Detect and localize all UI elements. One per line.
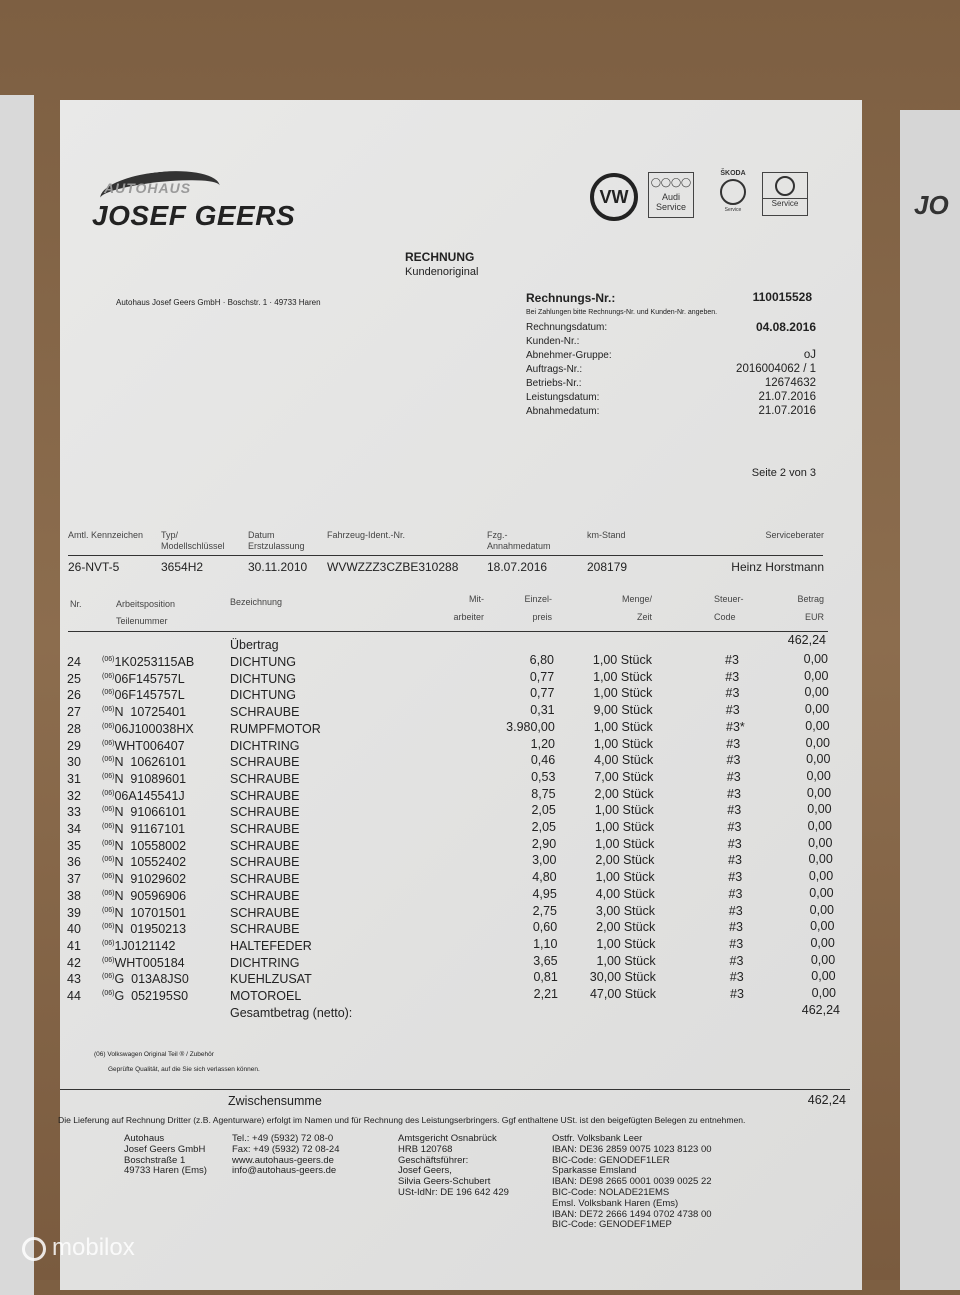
footer-col4-line: IBAN: DE98 2665 0001 0039 0025 22: [552, 1176, 712, 1188]
row-amount: 0,00: [811, 969, 836, 984]
row-qty: 30,00 Stück: [589, 970, 656, 985]
row-tax: #3*: [726, 719, 745, 734]
row-part-number: N 90596906: [114, 888, 187, 903]
divider: [68, 631, 828, 632]
vw-nutzfahrzeuge-logo: [762, 172, 808, 216]
row-tag: (06): [102, 689, 115, 697]
row-part: [102, 972, 189, 986]
watermark-text: mobilox: [52, 1234, 135, 1261]
row-nr: 28: [67, 721, 81, 736]
vw-logo-icon: VW: [590, 173, 638, 221]
row-part-number: WHT005184: [114, 955, 185, 970]
field-label: Auftrags-Nr.:: [526, 364, 583, 375]
row-part-number: N 91089601: [114, 771, 187, 786]
row-part: [102, 839, 186, 853]
vehicle-header: Fahrzeug-Ident.-Nr.: [327, 530, 406, 540]
invoice-page: [60, 100, 862, 1290]
logo-josef-geers: JOSEF GEERS: [92, 200, 296, 231]
row-part: [102, 655, 194, 669]
row-amount: 0,00: [808, 852, 833, 867]
row-amount: 0,00: [810, 935, 835, 950]
row-qty: 2,00 Stück: [594, 786, 654, 801]
row-price: 1,20: [530, 736, 555, 751]
subtotal-label: Zwischensumme: [228, 1094, 322, 1108]
row-tax: #3: [726, 736, 741, 751]
row-tag: (06): [102, 906, 115, 914]
field-label: Rechnungsdatum:: [526, 322, 608, 333]
legend-note: (06) Volkswagen Original Teil ® / Zubehör: [94, 1051, 214, 1058]
row-nr: 35: [67, 838, 81, 853]
footer-col4-line: Ostfr. Volksbank Leer: [552, 1133, 643, 1144]
vehicle-header: Serviceberater: [765, 530, 824, 540]
row-desc: SCHRAUBE: [230, 822, 300, 836]
footer-col4-line: BIC-Code: GENODEF1LER: [552, 1154, 670, 1166]
row-amount: 0,00: [807, 819, 832, 833]
field-value: 12674632: [764, 377, 816, 389]
row-desc: KUEHLZUSAT: [230, 972, 312, 987]
footer-col3-line: Geschäftsführer:: [398, 1154, 469, 1166]
footer-col3-line: USt-IdNr: DE 196 642 429: [398, 1187, 509, 1198]
row-nr: 40: [67, 922, 81, 937]
row-tax: #3: [728, 870, 743, 885]
row-tax: #3: [729, 936, 744, 951]
sender-line: Autohaus Josef Geers GmbH · Boschstr. 1 · 49733 Haren: [116, 298, 321, 307]
payment-note: Bei Zahlungen bitte Rechnungs-Nr. und Kunden-Nr. angeben.: [526, 309, 718, 316]
row-amount: 0,00: [805, 718, 830, 733]
row-part-number: G 013A8JS0: [114, 972, 189, 987]
row-price: 6,80: [529, 653, 554, 667]
row-qty: 2,00 Stück: [596, 920, 656, 935]
row-part-number: N 10725401: [114, 705, 187, 720]
row-desc: SCHRAUBE: [230, 872, 300, 887]
quality-note: Geprüfte Qualität, auf die Sie sich verlassen können.: [108, 1066, 260, 1073]
row-price: 8,75: [531, 786, 556, 801]
row-desc: DICHTRING: [230, 955, 300, 970]
row-amount: 0,00: [806, 785, 832, 800]
row-qty: 47,00 Stück: [589, 987, 656, 1001]
row-qty: 1,00 Stück: [593, 686, 653, 701]
row-qty: 1,00 Stück: [594, 820, 654, 834]
row-amount: 0,00: [810, 919, 835, 934]
field-value: 21.07.2016: [758, 405, 816, 417]
vehicle-value: 3654H2: [161, 560, 204, 574]
row-price: 2,05: [531, 803, 556, 818]
field-value: 21.07.2016: [758, 391, 816, 403]
row-amount: 0,00: [808, 869, 834, 884]
row-part-number: N 10701501: [114, 905, 187, 920]
col-mit1: Mit-: [469, 594, 484, 604]
col-st1: Steuer-: [714, 594, 744, 604]
row-price: 2,75: [532, 903, 557, 918]
vehicle-value: Heinz Horstmann: [731, 560, 824, 574]
col-mit2: arbeiter: [453, 612, 484, 622]
row-price: 3.980,00: [506, 719, 555, 734]
row-tag: (06): [102, 956, 115, 964]
row-qty: 2,00 Stück: [595, 853, 655, 868]
skoda-logo: [710, 170, 756, 220]
row-part: [102, 855, 186, 869]
col-ep1: Einzel-: [524, 594, 552, 604]
col-pos: Arbeitsposition: [116, 599, 176, 609]
vehicle-value: 26-NVT-5: [68, 560, 120, 574]
row-price: 2,90: [531, 836, 557, 851]
row-part-number: N 10558002: [114, 838, 187, 853]
row-tag: (06): [102, 889, 115, 897]
field-label: Abnehmer-Gruppe:: [526, 350, 612, 361]
row-amount: 0,00: [809, 902, 834, 917]
row-amount: 0,00: [805, 735, 830, 750]
row-part-number: 06F145757L: [114, 671, 185, 686]
row-price: 0,31: [530, 703, 555, 718]
row-part: [102, 789, 185, 803]
row-nr: 41: [67, 938, 81, 953]
row-tag: (06): [102, 989, 115, 997]
row-qty: 1,00 Stück: [594, 803, 654, 818]
row-amount: 0,00: [809, 885, 834, 900]
row-qty: 3,00 Stück: [595, 903, 655, 918]
row-tag: (06): [102, 722, 115, 730]
row-desc: DICHTRING: [230, 738, 300, 753]
page-indicator: Seite 2 von 3: [751, 467, 816, 479]
footer-col3-line: Silvia Geers-Schubert: [398, 1176, 491, 1188]
row-qty: 7,00 Stück: [594, 769, 654, 784]
row-qty: 1,00 Stück: [593, 669, 653, 684]
document-title: RECHNUNG: [405, 250, 475, 264]
row-qty: 1,00 Stück: [593, 736, 653, 751]
row-price: 3,65: [533, 953, 558, 968]
row-desc: DICHTUNG: [230, 671, 296, 686]
row-part: [102, 688, 185, 702]
mobilox-logo-icon: [22, 1237, 46, 1261]
row-qty: 1,00 Stück: [595, 870, 655, 885]
footer-col4-line: BIC-Code: GENODEF1MEP: [552, 1219, 672, 1231]
field-value: 2016004062 / 1: [736, 363, 816, 375]
row-tax: #3: [728, 853, 742, 868]
row-nr: 33: [67, 805, 81, 820]
row-price: 3,00: [532, 853, 557, 868]
row-qty: 9,00 Stück: [593, 703, 653, 718]
row-nr: 29: [67, 738, 81, 753]
row-part: [102, 772, 186, 786]
footer-col2-line: Tel.: +49 (5932) 72 08-0: [232, 1133, 334, 1144]
col-part: Teilenummer: [116, 616, 168, 626]
footer-col4-line: IBAN: DE36 2859 0075 1023 8123 00: [552, 1143, 712, 1155]
field-label: Abnahmedatum:: [526, 406, 600, 417]
row-desc: SCHRAUBE: [230, 838, 300, 853]
row-qty: 1,00 Stück: [596, 953, 656, 968]
row-nr: 30: [67, 755, 81, 770]
row-qty: 1,00 Stück: [592, 653, 652, 667]
row-tax: #3: [728, 903, 743, 918]
row-amount: 0,00: [804, 668, 829, 683]
row-part-number: 06J100038HX: [114, 721, 194, 736]
row-part: [102, 889, 186, 903]
row-tag: (06): [102, 655, 115, 663]
row-tax: #3: [725, 669, 740, 684]
row-part: [102, 739, 185, 753]
row-amount: 0,00: [803, 652, 828, 666]
audi-service-logo: [648, 172, 694, 218]
row-nr: 27: [67, 705, 81, 720]
row-tag: (06): [102, 856, 115, 864]
col-b1: Betrag: [797, 594, 824, 604]
row-price: 0,77: [529, 669, 555, 684]
row-nr: 42: [67, 955, 81, 970]
row-desc: SCHRAUBE: [230, 805, 300, 820]
row-part-number: N 91029602: [114, 872, 187, 887]
row-desc: SCHRAUBE: [230, 922, 300, 937]
row-tax: #3: [725, 703, 740, 718]
row-desc: RUMPFMOTOR: [230, 721, 321, 736]
footer-col4-line: Sparkasse Emsland: [552, 1165, 637, 1177]
row-qty: 1,00 Stück: [593, 719, 653, 734]
document-subtitle: Kundenoriginal: [405, 266, 479, 278]
row-tag: (06): [102, 939, 115, 947]
row-tax: #3: [725, 686, 740, 701]
disclaimer: Die Lieferung auf Rechnung Dritter (z.B. Agenturware) erfolgt im Namen und für Rechnung des Leistungserbringers. Ggf enthaltene USt. ist den beigefügten Belegen zu entnehmen.: [58, 1115, 746, 1125]
row-part: [102, 722, 194, 736]
adjacent-page-left: [0, 95, 34, 1295]
row-nr: 26: [67, 688, 81, 703]
row-desc: DICHTUNG: [230, 655, 296, 669]
row-tag: (06): [102, 789, 115, 797]
adjacent-page-right: [900, 110, 960, 1290]
row-part: [102, 805, 186, 819]
col-st2: Code: [714, 612, 736, 622]
vehicle-header: Amtl. Kennzeichen: [68, 530, 144, 540]
col-ep2: preis: [532, 612, 552, 622]
audi-rings-icon: ◯◯◯◯: [650, 177, 692, 187]
total-value: 462,24: [801, 1003, 840, 1017]
row-tag: (06): [102, 806, 115, 814]
footer-col2-line: info@autohaus-geers.de: [232, 1165, 337, 1177]
footer-col2-line: Fax: +49 (5932) 72 08-24: [232, 1143, 340, 1155]
row-price: 0,77: [530, 686, 555, 701]
row-tax: #3: [729, 920, 743, 935]
col-desc: Bezeichnung: [230, 597, 283, 607]
row-part: [102, 822, 185, 836]
skoda-text: ŠKODA: [720, 170, 746, 177]
row-part: [102, 939, 175, 953]
row-tax: #3: [727, 786, 741, 801]
row-nr: 43: [67, 972, 81, 987]
footer-col4-line: IBAN: DE72 2666 1494 0702 4738 00: [552, 1208, 712, 1220]
subtotal-value: 462,24: [807, 1093, 846, 1107]
footer-col1-line: Josef Geers GmbH: [124, 1143, 206, 1155]
row-price: 1,10: [533, 936, 558, 951]
row-nr: 37: [67, 872, 81, 887]
row-tax: #3: [725, 653, 739, 667]
row-nr: 34: [67, 822, 81, 836]
footer-col1-line: 49733 Haren (Ems): [124, 1165, 207, 1177]
field-label: Betriebs-Nr.:: [526, 378, 582, 389]
row-nr: 44: [67, 989, 81, 1003]
vehicle-header: Typ/ Modellschlüssel: [161, 530, 225, 551]
row-tag: (06): [102, 923, 115, 931]
row-price: 0,53: [531, 769, 556, 784]
divider: [60, 1089, 850, 1090]
row-nr: 39: [67, 905, 81, 920]
row-nr: 32: [67, 788, 81, 803]
row-tax: #3: [729, 953, 744, 968]
col-nr: Nr.: [70, 599, 82, 609]
row-price: 4,80: [532, 870, 557, 885]
row-part: [102, 755, 186, 769]
row-amount: 0,00: [806, 768, 831, 783]
row-tax: #3: [729, 970, 744, 985]
vehicle-header: km-Stand: [587, 530, 626, 540]
footer-col2-line: www.autohaus-geers.de: [232, 1154, 334, 1166]
row-amount: 0,00: [810, 952, 836, 967]
row-tag: (06): [102, 672, 115, 680]
row-tax: #3: [727, 820, 742, 834]
row-part: [102, 872, 186, 886]
footer-col3-line: Amtsgericht Osnabrück: [398, 1133, 497, 1144]
row-nr: 24: [67, 655, 81, 669]
row-part-number: 06A145541J: [114, 788, 185, 803]
row-part: [102, 922, 186, 936]
vehicle-header: Datum Erstzulassung: [248, 530, 305, 551]
row-amount: 0,00: [808, 835, 833, 850]
row-part: [102, 906, 186, 920]
row-price: 2,05: [531, 820, 556, 834]
row-desc: SCHRAUBE: [230, 888, 300, 903]
col-b2: EUR: [804, 612, 824, 622]
watermark: [22, 1234, 135, 1262]
row-desc: HALTEFEDER: [230, 938, 312, 953]
row-amount: 0,00: [807, 802, 832, 817]
footer-col3-line: HRB 120768: [398, 1143, 453, 1155]
row-tax: #3: [726, 769, 741, 784]
row-qty: 4,00 Stück: [594, 753, 654, 768]
vw-nfz-service-text: Service: [763, 198, 807, 208]
row-part-number: N 10626101: [114, 755, 187, 770]
row-desc: SCHRAUBE: [230, 771, 300, 786]
row-tax: #3: [730, 987, 744, 1001]
invoice-number-label: Rechnungs-Nr.:: [526, 291, 616, 305]
row-part-number: N 91066101: [114, 805, 187, 820]
skoda-emblem-icon: [720, 179, 746, 205]
carry-value: 462,24: [787, 633, 826, 647]
col-mz2: Zeit: [636, 612, 652, 622]
row-tag: (06): [102, 973, 115, 981]
row-desc: SCHRAUBE: [230, 755, 300, 770]
row-tag: (06): [102, 705, 115, 713]
row-qty: 4,00 Stück: [595, 886, 655, 901]
row-price: 2,21: [533, 987, 558, 1001]
row-price: 4,95: [532, 886, 557, 901]
row-part: [102, 989, 188, 1003]
col-mz1: Menge/: [621, 594, 652, 604]
row-amount: 0,00: [811, 986, 836, 1000]
row-part: [102, 672, 185, 686]
vehicle-value: 30.11.2010: [248, 560, 308, 574]
row-tax: #3: [728, 886, 743, 901]
row-tag: (06): [102, 839, 115, 847]
field-label: Leistungsdatum:: [526, 392, 600, 403]
row-tag: (06): [102, 872, 115, 880]
divider: [68, 555, 823, 556]
row-price: 0,81: [533, 970, 558, 985]
row-part-number: 1K0253115AB: [114, 655, 195, 669]
row-part-number: 06F145757L: [114, 688, 185, 703]
vw-nfz-emblem-icon: [775, 176, 795, 196]
row-part: [102, 705, 186, 719]
total-label: Gesamtbetrag (netto):: [230, 1006, 353, 1020]
row-tax: #3: [726, 753, 741, 768]
row-tax: #3: [727, 803, 742, 818]
row-part-number: N 01950213: [114, 922, 187, 937]
row-desc: DICHTUNG: [230, 688, 296, 703]
audi-service-text: Audi Service: [655, 192, 686, 212]
row-part: [102, 956, 185, 970]
row-qty: 1,00 Stück: [595, 836, 655, 851]
row-part-number: G 052195S0: [114, 989, 189, 1003]
row-amount: 0,00: [804, 685, 829, 700]
row-tag: (06): [102, 772, 115, 780]
logo-autohaus: AUTOHAUS: [104, 180, 192, 196]
footer-col1-line: Autohaus: [124, 1133, 165, 1144]
row-desc: MOTOROEL: [230, 989, 302, 1003]
row-price: 0,60: [532, 920, 558, 935]
row-nr: 36: [67, 855, 81, 870]
row-qty: 1,00 Stück: [596, 936, 656, 951]
row-part-number: WHT006407: [114, 738, 185, 753]
skoda-service-text: Service: [724, 207, 742, 213]
row-tag: (06): [102, 756, 115, 764]
vehicle-value: WVWZZZ3CZBE310288: [327, 560, 459, 574]
row-nr: 31: [67, 771, 81, 786]
invoice-number: 110015528: [752, 290, 812, 304]
row-desc: SCHRAUBE: [230, 788, 300, 803]
footer-col1-line: Boschstraße 1: [124, 1154, 186, 1166]
row-amount: 0,00: [804, 702, 830, 717]
field-value: oJ: [803, 349, 816, 361]
vehicle-value: 18.07.2016: [487, 560, 548, 574]
row-part-number: 1J0121142: [114, 938, 176, 953]
row-part-number: N 10552402: [114, 855, 187, 870]
row-tax: #3: [727, 836, 742, 851]
footer-col4-line: Emsl. Volksbank Haren (Ems): [552, 1197, 679, 1209]
adjacent-logo: JO: [914, 190, 949, 220]
field-value: 04.08.2016: [755, 320, 816, 334]
row-desc: SCHRAUBE: [230, 905, 300, 920]
footer-col3-line: Josef Geers,: [398, 1165, 452, 1177]
row-desc: SCHRAUBE: [230, 705, 300, 720]
row-desc: SCHRAUBE: [230, 855, 300, 870]
row-price: 0,46: [530, 753, 556, 768]
row-tag: (06): [102, 739, 115, 747]
row-tag: (06): [102, 822, 115, 830]
field-label: Kunden-Nr.:: [526, 336, 580, 347]
carry-label: Übertrag: [230, 638, 279, 652]
vehicle-value: 208179: [587, 560, 628, 574]
row-part-number: N 91167101: [114, 822, 186, 836]
row-nr: 38: [67, 888, 81, 903]
row-amount: 0,00: [806, 752, 831, 767]
vehicle-header: Fzg.- Annahmedatum: [487, 530, 551, 551]
row-nr: 25: [67, 671, 81, 686]
footer-col4-line: BIC-Code: NOLADE21EMS: [552, 1187, 670, 1198]
